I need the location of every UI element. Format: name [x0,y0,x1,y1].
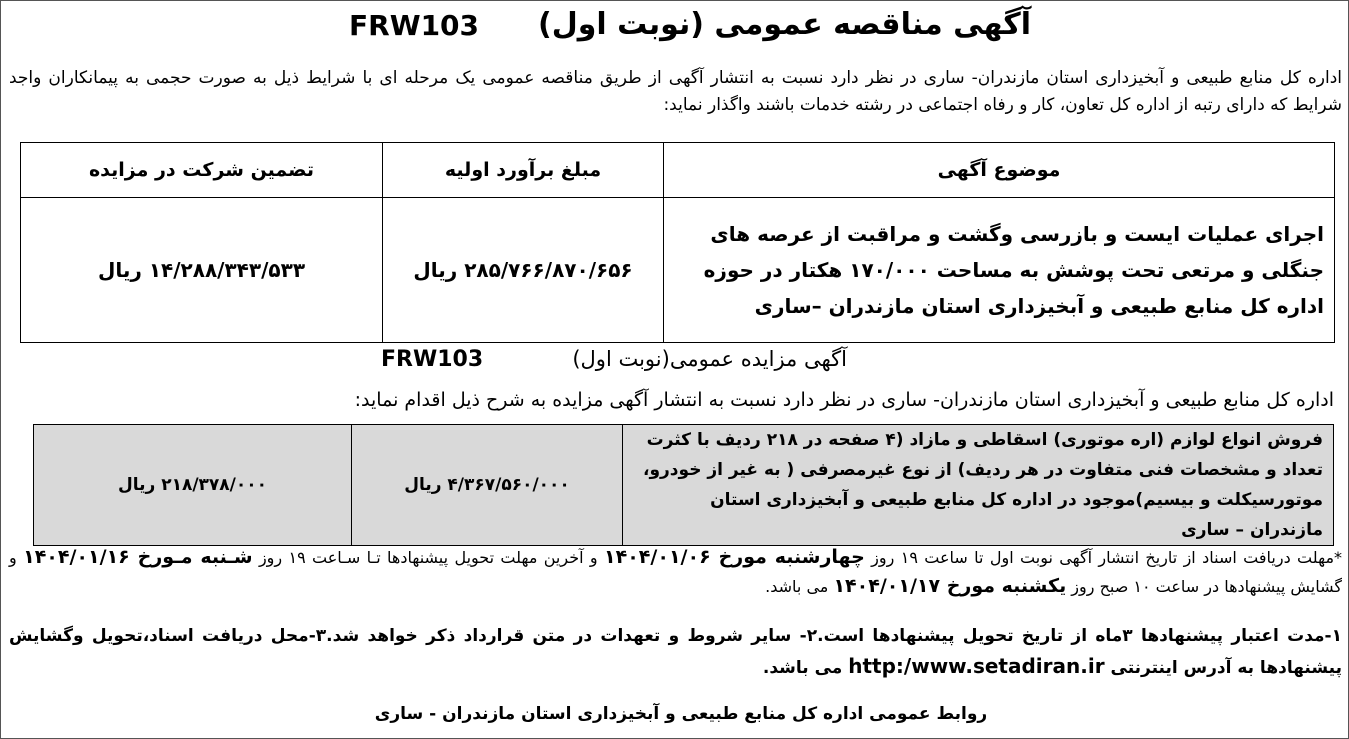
tender-title: آگهی مناقصه عمومی (نوبت اول) [538,7,1031,42]
auction-subject-cell: فروش انواع لوازم (اره موتوری) اسقاطی و مازاد (۴ صفحه در ۲۱۸ ردیف با کثرت تعداد و مشخصات فنی متفاوت در هر ردیف) از نوع غیرمصرفی ( به غیر از خودرو، موتورسیکلت و بیسیم)موجود در اداره کل منابع طبیعی و آبخیزداری استان مازندران – ساری [623,425,1334,546]
header-subject: موضوع آگهی [664,143,1335,198]
deadline-date-3: یکشنبه مورخ ۱۴۰۴/۰۱/۱۷ [833,575,1067,597]
tender-code: FRW103 [349,9,480,42]
conditions-paragraph [9,621,1342,683]
auction-estimate-cell: ۴/۳۶۷/۵۶۰/۰۰۰ ریال [352,425,623,546]
deadline-text-1: *مهلت دریافت اسناد از تاریخ انتشار آگهی نوبت اول تا ساعت ۱۹ روز [871,548,1343,567]
auction-table [33,424,1334,546]
table-row [34,425,1334,546]
deadline-paragraph [9,543,1342,601]
conditions-text: ۱-مدت اعتبار پیشنهادها ۳ماه از تاریخ تحویل پیشنهادها است.۲- سایر شروط و تعهدات در متن قرارداد ذکر خواهد شد.۳-محل دریافت اسناد،تحویل وگشایش پیشنهادها به آدرس اینترنتی [9,626,1343,678]
deadline-text-2: و آخرین مهلت تحویل پیشنهادها تـا سـاعت ۱۹ روز [258,548,598,567]
auction-intro: اداره کل منابع طبیعی و آبخیزداری استان مازندران- ساری در نظر دارد نسبت به انتشار آگهی مزایده به شرح ذیل اقدام نماید: [354,389,1334,411]
deadline-text-3: و گشایش پیشنهادها در ساعت ۱۰ صبح روز [9,548,1342,596]
deadline-text-4: می باشد. [765,577,829,596]
auction-title-row [381,347,881,377]
header-estimate: مبلغ برآورد اولیه [383,143,664,198]
auction-guarantee-cell: ۲۱۸/۳۷۸/۰۰۰ ریال [34,425,352,546]
deadline-date-2: شـنبه مـورخ ۱۴۰۴/۰۱/۱۶ [23,546,253,568]
conditions-tail: می باشد. [762,658,843,678]
table-row [21,198,1335,343]
public-relations-footer: روابط عمومی اداره کل منابع طبیعی و آبخیزداری استان مازندران - ساری [374,704,988,724]
tender-estimate-cell: ۲۸۵/۷۶۶/۸۷۰/۶۵۶ ریال [383,198,664,343]
tender-guarantee-cell: ۱۴/۲۸۸/۳۴۳/۵۳۳ ریال [21,198,383,343]
tender-subject-cell: اجرای عملیات ایست و بازرسی وگشت و مراقبت از عرصه های جنگلی و مرتعی تحت پوشش به مساحت ۱۷۰/۰۰۰ هکتار در حوزه اداره کل منابع طبیعی و آبخیزداری استان مازندران –ساری [664,198,1335,343]
header-guarantee: تضمین شرکت در مزایده [21,143,383,198]
tender-table [20,142,1335,343]
deadline-date-1: چهارشنبه مورخ ۱۴۰۴/۰۱/۰۶ [604,546,865,568]
tender-intro: اداره کل منابع طبیعی و آبخیزداری استان مازندران- ساری در نظر دارد نسبت به انتشار آگهی از طریق مناقصه عمومی یک مرحله ای با شرایط ذیل به صورت حجمی به پیمانکاران واجد شرایط که دارای رتبه از اداره کل تعاون، کار و رفاه اجتماعی در رشته خدمات باشند واگذار نماید: [9,68,1342,115]
auction-title: آگهی مزایده عمومی(نوبت اول) [572,347,847,371]
tender-table-header [21,143,1335,198]
tender-title-row [331,7,1031,51]
auction-code: FRW103 [381,347,484,372]
setadiran-link[interactable]: http:/www.setadiran.ir [848,654,1105,678]
